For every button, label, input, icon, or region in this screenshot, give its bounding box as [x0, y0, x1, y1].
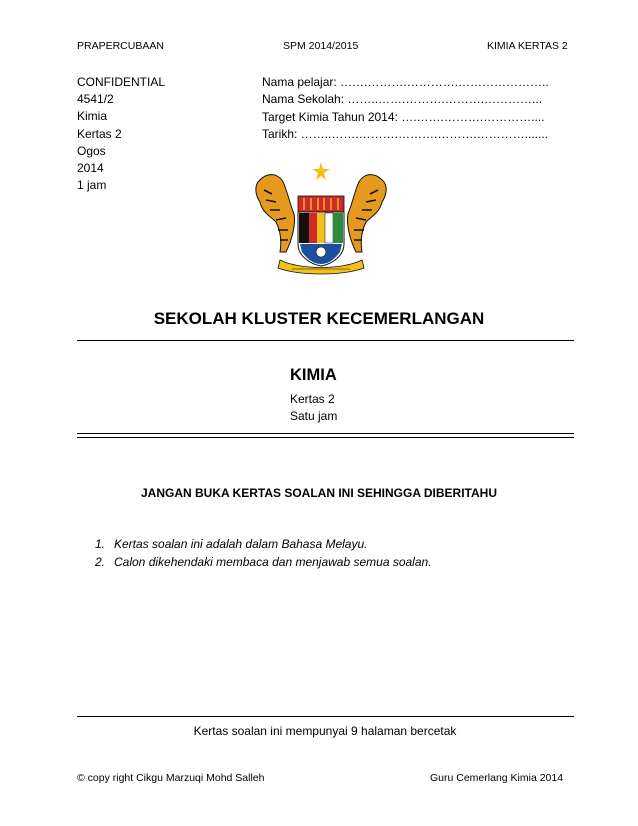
header-right: KIMIA KERTAS 2 — [487, 40, 568, 52]
meta-year: 2014 — [77, 161, 104, 176]
meta-code: 4541/2 — [77, 92, 114, 107]
student-fields — [262, 74, 549, 144]
subject-block — [290, 366, 337, 425]
do-not-open-warning: JANGAN BUKA KERTAS SOALAN INI SEHINGGA DIBERITAHU — [140, 486, 497, 500]
meta-subject: Kimia — [77, 109, 108, 124]
school-title: SEKOLAH KLUSTER KECEMERLANGAN — [153, 309, 485, 328]
instruction-item — [95, 536, 432, 554]
meta-paper: Kertas 2 — [77, 126, 122, 141]
field-target[interactable]: Target Kimia Tahun 2014: ….…….……….………….... — [262, 109, 545, 124]
instructions-list — [95, 536, 432, 571]
header-left: PRAPERCUBAAN — [77, 40, 164, 52]
instruction-text: Kertas soalan ini adalah dalam Bahasa Melayu. — [114, 537, 368, 551]
instruction-item — [95, 554, 432, 572]
header-center: SPM 2014/2015 — [283, 40, 359, 52]
paper-label: Kertas 2 — [290, 392, 335, 406]
footer-copyright: © copy right Cikgu Marzuqi Mohd Salleh — [77, 772, 265, 784]
instruction-text: Calon dikehendaki membaca dan menjawab semua soalan. — [114, 554, 432, 569]
meta-month: Ogos — [77, 143, 106, 158]
coat-of-arms-icon — [250, 160, 392, 278]
duration-label: Satu jam — [290, 409, 338, 423]
field-school-name[interactable]: Nama Sekolah: ……..…….……….……….…………... — [262, 92, 543, 107]
meta-confidential: CONFIDENTIAL — [77, 75, 166, 89]
paper-meta — [77, 74, 165, 194]
subject-title: KIMIA — [290, 366, 337, 384]
field-date[interactable]: Tarikh: ……..…….……….……….……….…………....... — [262, 127, 549, 142]
instruction-number: 2. — [95, 554, 106, 569]
field-student-name[interactable]: Nama pelajar: …….……….………….………………….. — [262, 75, 549, 89]
meta-duration: 1 jam — [77, 178, 107, 193]
divider-bottom — [77, 716, 574, 717]
instruction-number: 1. — [95, 537, 106, 551]
page-count-note: Kertas soalan ini mempunyai 9 halaman bercetak — [193, 724, 457, 738]
divider-top — [77, 340, 574, 341]
divider-double-1 — [77, 433, 574, 434]
footer-author-title: Guru Cemerlang Kimia 2014 — [430, 772, 564, 784]
divider-double-2 — [77, 437, 574, 438]
